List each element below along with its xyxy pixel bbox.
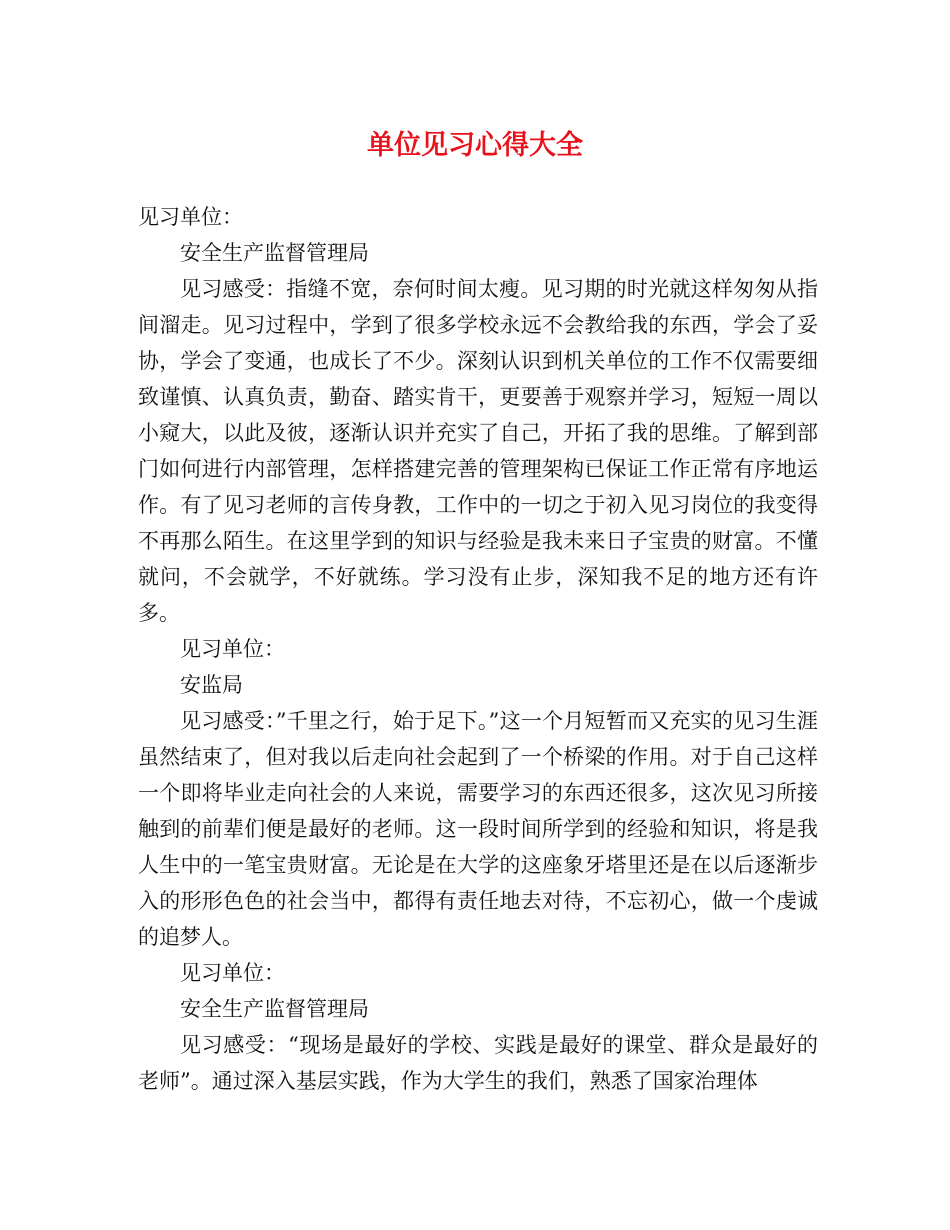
paragraph-unit-name-2: 安监局: [180, 673, 243, 697]
paragraph-unit-label-3: 见习单位：: [180, 961, 285, 985]
paragraph-unit-label-2: 见习单位：: [180, 637, 285, 661]
paragraph-unit-label-1: 见习单位：: [138, 205, 243, 229]
paragraph-reflection-1: 见习感受：指缝不宽，奈何时间太瘦。见习期的时光就这样匆匆从指间溜走。见习过程中，学到了很多学校永远不会教给我的东西，学会了妥协，学会了变通，也成长了不少。深刻认识到机关单位的工作不仅需要细致谨慎、认真负责，勤奋、踏实肯干，更要善于观察并学习，短短一周以小窥大，以此及彼，逐渐认识并充实了自己，开拓了我的思维。了解到部门如何进行内部管理，怎样搭建完善的管理架构已保证工作正常有序地运作。有了见习老师的言传身教，工作中的一切之于初入见习岗位的我变得不再那么陌生。在这里学到的知识与经验是我未来日子宝贵的财富。不懂就问，不会就学，不好就练。学习没有止步，深知我不足的地方还有许多。: [138, 277, 818, 625]
document-body: [138, 199, 818, 1099]
paragraph-reflection-2: 见习感受：”千里之行，始于足下。”这一个月短暂而又充实的见习生涯虽然结束了，但对我以后走向社会起到了一个桥梁的作用。对于自己这样一个即将毕业走向社会的人来说，需要学习的东西还很多，这次见习所接触到的前辈们便是最好的老师。这一段时间所学到的经验和知识，将是我人生中的一笔宝贵财富。无论是在大学的这座象牙塔里还是在以后逐渐步入的形形色色的社会当中，都得有责任地去对待，不忘初心，做一个虔诚的追梦人。: [138, 709, 818, 949]
paragraph-unit-name-1: 安全生产监督管理局: [180, 241, 369, 265]
paragraph-reflection-3: 见习感受：“现场是最好的学校、实践是最好的课堂、群众是最好的老师”。通过深入基层实践，作为大学生的我们，熟悉了国家治理体: [138, 1033, 818, 1093]
paragraph-unit-name-3: 安全生产监督管理局: [180, 997, 369, 1021]
document-title: 单位见习心得大全: [367, 130, 583, 161]
